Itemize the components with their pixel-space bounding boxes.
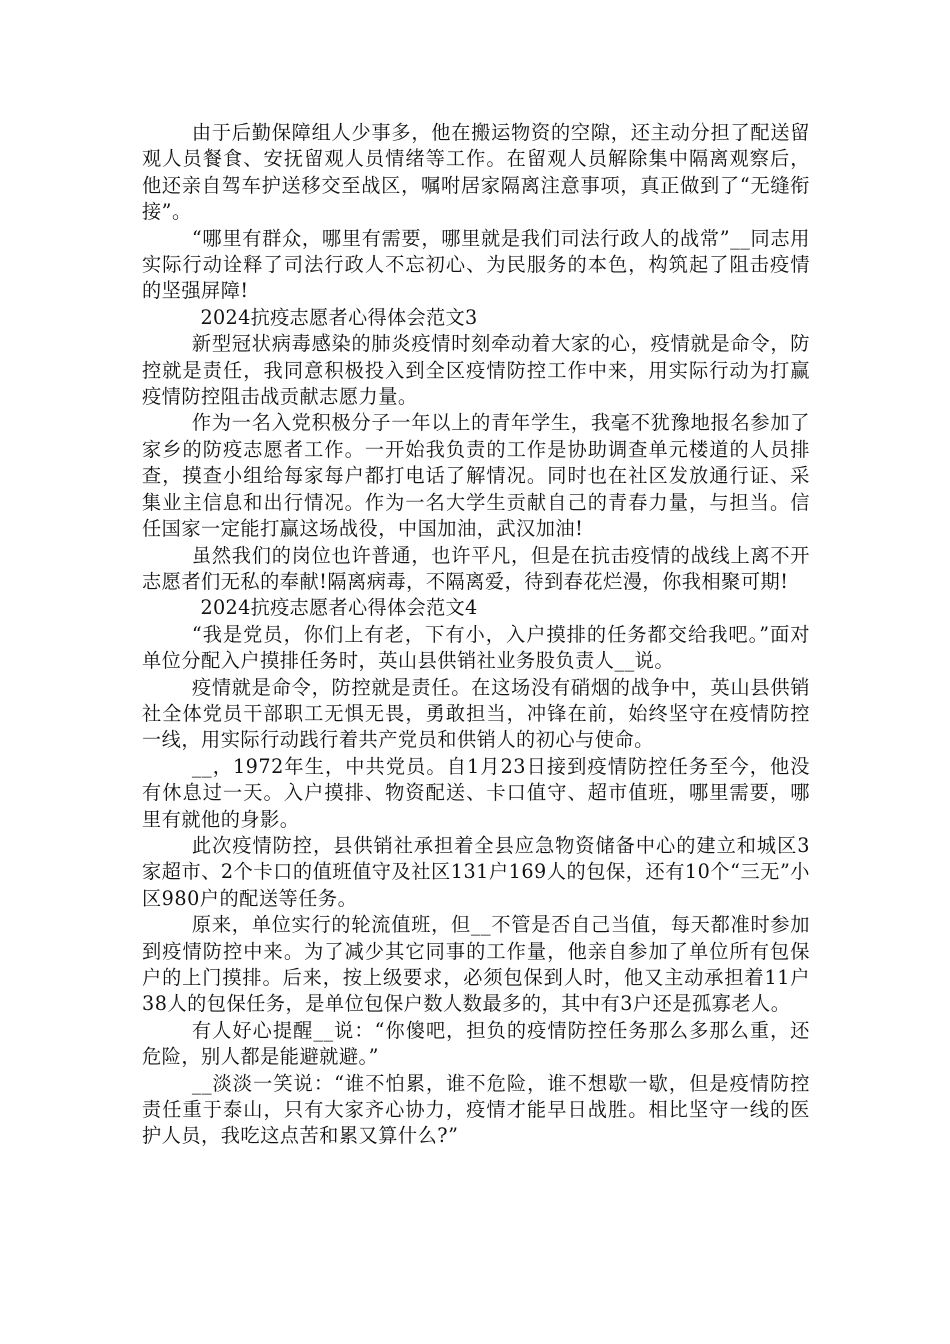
paragraph: 有人好心提醒__说：“你傻吧，担负的疫情防控任务那么多那么重，还危险，别人都是能避就避。” — [142, 1018, 810, 1069]
paragraph: 新型冠状病毒感染的肺炎疫情时刻牵动着大家的心，疫情就是命令，防控就是责任，我同意积极投入到全区疫情防控工作中来，用实际行动为打赢疫情防控阻击战贡献志愿力量。 — [142, 332, 810, 409]
paragraph: “哪里有群众，哪里有需要，哪里就是我们司法行政人的战常”__同志用实际行动诠释了司法行政人不忘初心、为民服务的本色，构筑起了阻击疫情的坚强屏障! — [142, 226, 810, 303]
paragraph: 由于后勤保障组人少事多，他在搬运物资的空隙，还主动分担了配送留观人员餐食、安抚留观人员情绪等工作。在留观人员解除集中隔离观察后，他还亲自驾车护送移交至战区，嘱咐居家隔离注意事项，真正做到了“无缝衔接”。 — [142, 121, 810, 224]
section-heading: 2024抗疫志愿者心得体会范文4 — [200, 596, 478, 620]
paragraph: 疫情就是命令，防控就是责任。在这场没有硝烟的战争中，英山县供销社全体党员干部职工无惧无畏，勇敢担当，冲锋在前，始终坚守在疫情防控一线，用实际行动践行着共产党员和供销人的初心与使命。 — [142, 675, 810, 752]
paragraph: __，1972年生，中共党员。自1月23日接到疫情防控任务至今，他没有休息过一天。入户摸排、物资配送、卡口值守、超市值班，哪里需要，哪里有就他的身影。 — [142, 754, 810, 831]
paragraph: “我是党员，你们上有老，下有小，入户摸排的任务都交给我吧。”面对单位分配入户摸排任务时，英山县供销社业务股负责人__说。 — [142, 622, 810, 673]
section-heading: 2024抗疫志愿者心得体会范文3 — [200, 305, 478, 329]
paragraph: 虽然我们的岗位也许普通，也许平凡，但是在抗击疫情的战线上离不开志愿者们无私的奉献!隔离病毒，不隔离爱，待到春花烂漫，你我相聚可期! — [142, 543, 810, 593]
paragraph: 作为一名入党积极分子一年以上的青年学生，我毫不犹豫地报名参加了家乡的防疫志愿者工作。一开始我负责的工作是协助调查单元楼道的人员排查，摸查小组给每家每户都打电话了解情况。同时也在社区发放通行证、采集业主信息和出行情况。作为一名大学生贡献自己的青春力量，与担当。信任国家一定能打赢这场战役，中国加油，武汉加油! — [142, 411, 810, 541]
paragraph: 原来，单位实行的轮流值班，但__不管是否自己当值，每天都准时参加到疫情防控中来。为了减少其它同事的工作量，他亲自参加了单位所有包保户的上门摸排。后来，按上级要求，必须包保到人时，他又主动承担着11户38人的包保任务，是单位包保户数人数最多的，其中有3户还是孤寡老人。 — [142, 913, 810, 1016]
paragraph: __淡淡一笑说：“谁不怕累，谁不危险，谁不想歇一歇，但是疫情防控责任重于泰山，只有大家齐心协力，疫情才能早日战胜。相比坚守一线的医护人员，我吃这点苦和累又算什么?” — [142, 1071, 810, 1148]
document-body — [142, 120, 810, 1150]
paragraph: 此次疫情防控，县供销社承担着全县应急物资储备中心的建立和城区3家超市、2个卡口的值班值守及社区131户169人的包保，还有10个“三无”小区980户的配送等任务。 — [142, 833, 810, 910]
